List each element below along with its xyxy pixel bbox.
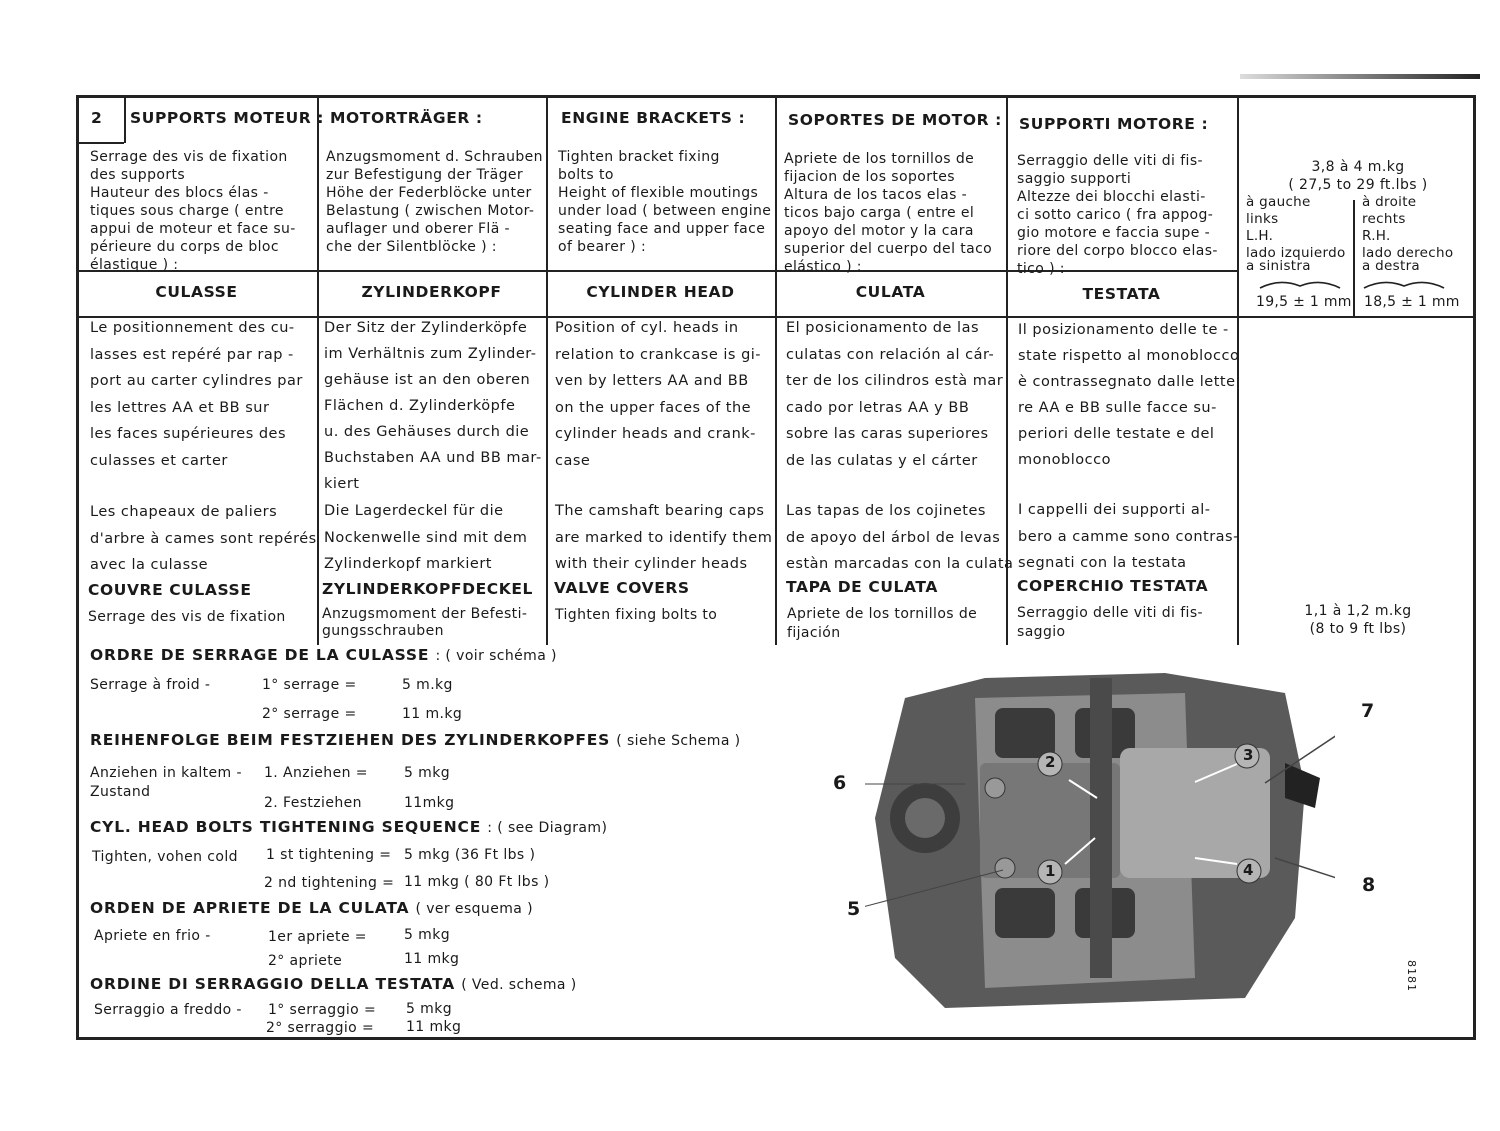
text-line: Serraggio delle viti di fis- bbox=[1017, 153, 1203, 169]
text-line: Anzugsmoment d. Schrauben bbox=[326, 149, 543, 165]
sequence-step-value: 5 m.kg bbox=[402, 677, 453, 693]
text-line: Serrage des vis de fixation bbox=[88, 609, 286, 625]
cover-text-it bbox=[1017, 604, 1203, 642]
callout-1: 1 bbox=[1045, 862, 1056, 880]
text-line: appui de moteur et face su- bbox=[90, 221, 296, 237]
text-line: re AA e BB sulle facce su- bbox=[1018, 400, 1217, 416]
text-line: Apriete de los tornillos de bbox=[784, 151, 975, 167]
text-line: ven by letters AA and BB bbox=[555, 373, 749, 389]
text-line: ter de los cilindros està mar bbox=[786, 373, 1004, 389]
right-height-value: 18,5 ± 1 mm bbox=[1364, 294, 1460, 310]
sequence-step-label: 2 nd tightening = bbox=[264, 875, 395, 891]
text-line: zur Befestigung der Träger bbox=[326, 167, 524, 183]
text-line: port au carter cylindres par bbox=[90, 373, 303, 389]
cover-text-de bbox=[322, 606, 527, 640]
label: L.H. bbox=[1246, 228, 1274, 244]
text-line: are marked to identify them bbox=[555, 529, 773, 546]
label: à droite bbox=[1362, 194, 1417, 210]
text-line: Der Sitz der Zylinderköpfe bbox=[324, 320, 528, 336]
camshaft-caps-de bbox=[324, 498, 527, 578]
text-line: les lettres AA et BB sur bbox=[90, 399, 270, 416]
label: lado izquierdo bbox=[1246, 245, 1346, 261]
callout-2: 2 bbox=[1045, 753, 1056, 771]
sequence-step-value: 5 mkg (36 Ft lbs ) bbox=[404, 847, 536, 863]
sequence-step-value: 5 mkg bbox=[404, 765, 450, 781]
header-it: SUPPORTI MOTORE : bbox=[1019, 115, 1209, 133]
sequence-cond-it: Serraggio a freddo - bbox=[94, 1002, 242, 1018]
text-line: ticos bajo carga ( entre el bbox=[784, 205, 975, 221]
text-line: périeure du corps de bloc bbox=[90, 239, 279, 255]
right-labels bbox=[1362, 194, 1453, 275]
cover-title-it: COPERCHIO TESTATA bbox=[1017, 577, 1209, 595]
brackets-text-en bbox=[558, 148, 778, 256]
bracket-torque bbox=[1240, 158, 1476, 194]
sequence-step-label: 1 st tightening = bbox=[266, 847, 392, 863]
text-line: kiert bbox=[324, 476, 360, 492]
top-rule bbox=[1240, 74, 1480, 79]
text-line: periori delle testate e del bbox=[1018, 426, 1215, 442]
torque-imperial: (8 to 9 ft lbs) bbox=[1309, 621, 1407, 637]
text-line: gungsschrauben bbox=[322, 623, 444, 639]
torque-value: 1,1 à 1,2 m.kg bbox=[1304, 603, 1412, 619]
sequence-step-label: 1° serraggio = bbox=[268, 1002, 377, 1018]
text-line: cylinder heads and crank- bbox=[555, 426, 756, 442]
sequence-step-value: 5 mkg bbox=[406, 1001, 452, 1017]
section-number-underline bbox=[76, 142, 124, 144]
col-divider bbox=[317, 95, 319, 645]
cover-text-es bbox=[787, 605, 977, 643]
sequence-cond-es: Apriete en frio - bbox=[94, 928, 211, 944]
sequence-cond2-de: Zustand bbox=[90, 784, 151, 800]
brackets-text-it bbox=[1017, 152, 1239, 278]
text-line: seating face and upper face bbox=[558, 221, 766, 237]
sequence-title-de: REIHENFOLGE BEIM FESTZIEHEN DES ZYLINDERKOPFES ( siehe Schema ) bbox=[90, 731, 741, 749]
text-line: case bbox=[555, 452, 591, 469]
left-labels bbox=[1246, 194, 1346, 275]
text-line: Belastung ( zwischen Motor- bbox=[326, 203, 535, 219]
text-line: Hauteur des blocs élas - bbox=[90, 185, 269, 201]
sequence-step-label: 2° apriete bbox=[268, 953, 343, 969]
text-line: Tighten bracket fixing bbox=[558, 149, 720, 165]
text-line: Buchstaben AA und BB mar- bbox=[324, 450, 542, 466]
text-line: fijación bbox=[787, 625, 841, 641]
text-line: monoblocco bbox=[1018, 452, 1111, 468]
text-line: les faces supérieures des bbox=[90, 426, 287, 442]
text-line: Height of flexible moutings bbox=[558, 185, 759, 201]
text-line: che der Silentblöcke ) : bbox=[326, 239, 497, 255]
cover-title-de: ZYLINDERKOPFDECKEL bbox=[322, 580, 534, 598]
head-title-en: CYLINDER HEAD bbox=[586, 283, 735, 301]
head-positioning-de bbox=[324, 315, 542, 497]
text-line: lasses est repéré par rap - bbox=[90, 346, 294, 363]
sequence-step-label: 1° serrage = bbox=[262, 677, 357, 693]
text-line: elástico ) : bbox=[784, 259, 862, 275]
text-line: élastique ) : bbox=[90, 257, 179, 273]
callout-3: 3 bbox=[1243, 746, 1254, 764]
callout-7: 7 bbox=[1361, 700, 1375, 722]
text-line: Zylinderkopf markiert bbox=[324, 556, 492, 572]
sequence-step-value: 5 mkg bbox=[404, 927, 450, 943]
sequence-cond-fr: Serrage à froid - bbox=[90, 677, 211, 693]
cylinder-head-photo bbox=[865, 668, 1335, 1018]
sequence-step-label: 2° serrage = bbox=[262, 706, 357, 722]
sequence-cond-en: Tighten, vohen cold bbox=[92, 849, 238, 865]
col-divider bbox=[546, 95, 548, 645]
text-line: I cappelli dei supporti al- bbox=[1018, 502, 1211, 518]
text-line: riore del corpo blocco elas- bbox=[1017, 243, 1218, 259]
text-line: bolts to bbox=[558, 167, 614, 183]
camshaft-caps-es bbox=[786, 498, 1013, 578]
text-line: Serraggio delle viti di fis- bbox=[1017, 605, 1203, 621]
sequence-step-value: 11 mkg ( 80 Ft lbs ) bbox=[404, 874, 550, 890]
text-line: superior del cuerpo del taco bbox=[784, 241, 993, 257]
cover-title-es: TAPA DE CULATA bbox=[786, 578, 938, 596]
sequence-step-label: 1. Anziehen = bbox=[264, 765, 368, 781]
text-line: cado por letras AA y BB bbox=[786, 399, 970, 416]
label: links bbox=[1246, 211, 1279, 227]
label: a sinistra bbox=[1246, 258, 1311, 274]
header-en: ENGINE BRACKETS : bbox=[561, 109, 746, 127]
text-line: tiques sous charge ( entre bbox=[90, 203, 284, 219]
text-line: de apoyo del árbol de levas bbox=[786, 529, 1001, 546]
callout-5: 5 bbox=[847, 898, 861, 920]
brace-marks bbox=[1258, 278, 1448, 292]
text-line: apoyo del motor y la cara bbox=[784, 223, 974, 239]
callout-6: 6 bbox=[833, 772, 847, 794]
left-height-value: 19,5 ± 1 mm bbox=[1256, 294, 1352, 310]
label: R.H. bbox=[1362, 228, 1391, 244]
text-line: Apriete de los tornillos de bbox=[787, 606, 978, 622]
text-line: tico ) : bbox=[1017, 261, 1065, 277]
text-line: El posicionamento de las bbox=[786, 320, 980, 336]
cover-title-en: VALVE COVERS bbox=[554, 579, 690, 597]
text-line: Altezze dei blocchi elasti- bbox=[1017, 189, 1206, 205]
header-fr: SUPPORTS MOTEUR : bbox=[130, 109, 325, 127]
sequence-step-value: 11 mkg bbox=[406, 1019, 462, 1035]
head-positioning-es bbox=[786, 315, 1003, 474]
text-line: relation to crankcase is gi- bbox=[555, 346, 762, 363]
sequence-step-label: 1er apriete = bbox=[268, 929, 367, 945]
figure-ref-number: 8181 bbox=[1405, 960, 1418, 992]
head-title-de: ZYLINDERKOPF bbox=[361, 283, 502, 301]
label: a destra bbox=[1362, 258, 1420, 274]
cover-torque bbox=[1240, 602, 1476, 638]
text-line: saggio supporti bbox=[1017, 171, 1132, 187]
cover-title-fr: COUVRE CULASSE bbox=[88, 581, 252, 599]
brackets-text-de bbox=[326, 148, 546, 256]
torque-imperial: ( 27,5 to 29 ft.lbs ) bbox=[1288, 177, 1428, 193]
text-line: Flächen d. Zylinderköpfe bbox=[324, 398, 516, 414]
text-line: under load ( between engine bbox=[558, 203, 772, 219]
text-line: Les chapeaux de paliers bbox=[90, 504, 278, 520]
sequence-title-en: CYL. HEAD BOLTS TIGHTENING SEQUENCE : ( see Diagram) bbox=[90, 818, 608, 836]
text-line: on the upper faces of the bbox=[555, 399, 752, 416]
text-line: è contrassegnato dalle lette bbox=[1018, 374, 1236, 390]
text-line: gio motore e faccia supe - bbox=[1017, 225, 1211, 241]
text-line: des supports bbox=[90, 167, 186, 183]
text-line: Tighten fixing bolts to bbox=[555, 607, 718, 623]
text-line: Altura de los tacos elas - bbox=[784, 187, 968, 203]
text-line: fijacion de los soportes bbox=[784, 169, 955, 185]
brackets-text-es bbox=[784, 150, 1006, 276]
label: à gauche bbox=[1246, 194, 1311, 210]
section-number: 2 bbox=[91, 109, 103, 127]
callout-8: 8 bbox=[1362, 874, 1376, 896]
cover-text-fr bbox=[88, 608, 286, 626]
text-line: Die Lagerdeckel für die bbox=[324, 503, 504, 519]
sequence-step-label: 2° serraggio = bbox=[266, 1020, 375, 1036]
lr-divider bbox=[1353, 200, 1355, 318]
text-line: of bearer ) : bbox=[558, 239, 647, 255]
label: lado derecho bbox=[1362, 245, 1454, 261]
sequence-step-value: 11mkg bbox=[404, 795, 455, 811]
head-title-it: TESTATA bbox=[1082, 285, 1161, 303]
header-de: MOTORTRÄGER : bbox=[330, 109, 483, 127]
text-line: with their cylinder heads bbox=[555, 556, 748, 572]
text-line: segnati con la testata bbox=[1018, 555, 1187, 571]
sequence-title-it: ORDINE DI SERRAGGIO DELLA TESTATA ( Ved. schema ) bbox=[90, 975, 577, 993]
brackets-text-fr bbox=[90, 148, 316, 274]
text-line: Le positionnement des cu- bbox=[90, 320, 295, 336]
text-line: state rispetto al monoblocco bbox=[1018, 348, 1240, 364]
camshaft-caps-fr bbox=[90, 499, 317, 579]
head-positioning-fr bbox=[90, 315, 303, 474]
text-line: d'arbre à cames sont repérés bbox=[90, 530, 317, 547]
text-line: de las culatas y el cárter bbox=[786, 452, 978, 469]
text-line: Serrage des vis de fixation bbox=[90, 149, 288, 165]
cover-text-en bbox=[555, 606, 717, 624]
text-line: Il posizionamento delle te - bbox=[1018, 322, 1229, 338]
sequence-cond-de: Anziehen in kaltem - bbox=[90, 765, 242, 781]
head-title-fr: CULASSE bbox=[155, 283, 238, 301]
text-line: Position of cyl. heads in bbox=[555, 320, 739, 336]
text-line: sobre las caras superiores bbox=[786, 426, 989, 442]
text-line: Anzugsmoment der Befesti- bbox=[322, 606, 528, 622]
text-line: The camshaft bearing caps bbox=[555, 503, 765, 519]
text-line: Las tapas de los cojinetes bbox=[786, 503, 986, 519]
header-es: SOPORTES DE MOTOR : bbox=[788, 111, 1002, 129]
callout-4: 4 bbox=[1243, 861, 1254, 879]
text-line: culatas con relación al cár- bbox=[786, 346, 995, 363]
text-line: Nockenwelle sind mit dem bbox=[324, 529, 528, 546]
label: rechts bbox=[1362, 211, 1406, 227]
text-line: gehäuse ist an den oberen bbox=[324, 372, 531, 388]
sequence-step-value: 11 mkg bbox=[404, 951, 460, 967]
sequence-title-es: ORDEN DE APRIETE DE LA CULATA ( ver esquema ) bbox=[90, 899, 533, 917]
torque-value: 3,8 à 4 m.kg bbox=[1311, 159, 1405, 175]
text-line: saggio bbox=[1017, 624, 1066, 640]
text-line: avec la culasse bbox=[90, 557, 209, 573]
sequence-step-label: 2. Festziehen bbox=[264, 795, 362, 811]
sequence-step-value: 11 m.kg bbox=[402, 706, 463, 722]
head-positioning-en bbox=[555, 315, 761, 474]
text-line: culasses et carter bbox=[90, 452, 228, 469]
camshaft-caps-en bbox=[555, 498, 772, 578]
text-line: estàn marcadas con la culata bbox=[786, 556, 1014, 572]
sequence-title-fr: ORDRE DE SERRAGE DE LA CULASSE : ( voir schéma ) bbox=[90, 646, 557, 664]
camshaft-caps-it bbox=[1018, 497, 1239, 577]
head-positioning-it bbox=[1018, 317, 1239, 473]
text-line: u. des Gehäuses durch die bbox=[324, 424, 530, 440]
text-line: auflager und oberer Flä - bbox=[326, 221, 510, 237]
text-line: Höhe der Federblöcke unter bbox=[326, 185, 532, 201]
text-line: bero a camme sono contras- bbox=[1018, 528, 1239, 545]
text-line: im Verhältnis zum Zylinder- bbox=[324, 346, 537, 362]
head-title-es: CULATA bbox=[855, 283, 926, 301]
section-number-divider bbox=[124, 95, 126, 143]
text-line: ci sotto carico ( fra appog- bbox=[1017, 207, 1214, 223]
